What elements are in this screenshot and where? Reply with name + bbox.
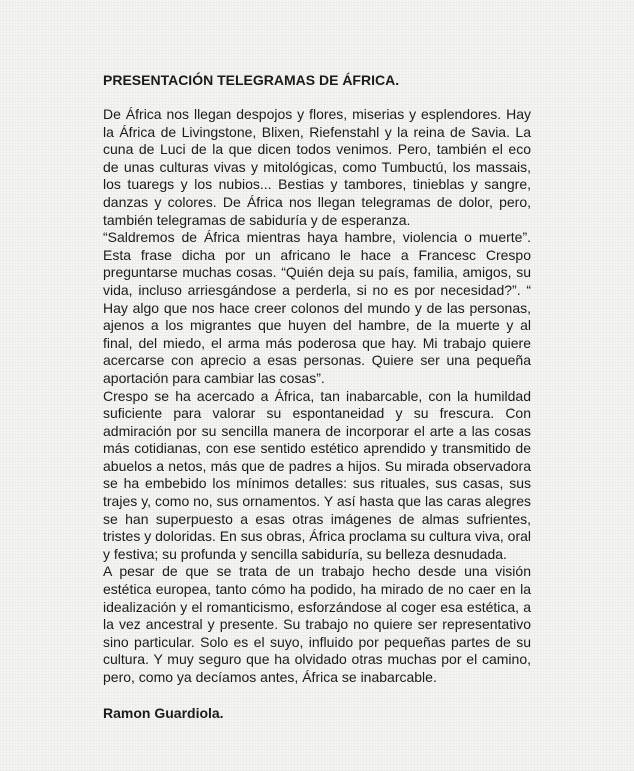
paragraph-quote: “Saldremos de África mientras haya hambre, violencia o muerte”. Esta frase dicha por un africano le hace a Francesc Crespo preguntarse muchas cosas. “Quién deja su país, familia, amigos, su vida, incluso arriesgándose a perderla, si no es por necesidad?”. “ Hay algo que nos hace creer colonos del mundo y de las personas, ajenos a los migrantes que huyen del hambre, de la muerte y al final, del miedo, el arma más poderosa que hay. Mi trabajo quiere acercarse con aprecio a esas personas. Quiere ser una pequeña aportación para cambiar las cosas”. xyxy=(103,229,531,386)
document-content xyxy=(103,72,531,722)
document-body xyxy=(103,106,531,687)
paragraph-vision: A pesar de que se trata de un trabajo hecho desde una visión estética europea, tanto cómo ha podido, ha mirado de no caer en la idealización y el romanticismo, esforzándose al coger esa estética, a la vez ancestral y presente. Su trabajo no quiere ser representativo sino particular. Solo es el suyo, influido por pequeñas partes de su cultura. Y muy seguro que ha olvidado otras muchas por el camino, pero, como ya decíamos antes, África se inabarcable. xyxy=(103,563,531,685)
paragraph-intro: De África nos llegan despojos y flores, miserias y esplendores. Hay la África de Livingstone, Blixen, Riefenstahl y la reina de Savia. La cuna de Luci de la que dicen todos venimos. Pero, también el eco de unas culturas vivas y mitológicas, como Tumbuctú, los massais, los tuaregs y los nubios... Bestias y tambores, tinieblas y sangre, danzas y colores. De África nos llegan telegramas de dolor, pero, también telegramas de sabiduría y de esperanza. xyxy=(103,106,531,228)
author-signature: Ramon Guardiola. xyxy=(103,704,224,721)
document-title: PRESENTACIÓN TELEGRAMAS DE ÁFRICA. xyxy=(103,72,400,88)
paragraph-crespo: Crespo se ha acercado a África, tan inabarcable, con la humildad suficiente para valorar su espontaneidad y su frescura. Con admiración por su sencilla manera de incorporar el arte a las cosas más cotidianas, con ese sentido estético aprendido y transmitido de abuelos a netos, más que de padres a hijos. Su mirada observadora se ha embebido los mínimos detalles: sus rituales, sus casas, sus trajes y, como no, sus ornamentos. Y así hasta que las caras alegres se han superpuesto a esas otras imágenes de almas sufrientes, tristes y doloridas. En sus obras, África proclama su cultura viva, oral y festiva; su profunda y sencilla sabiduría, su belleza desnudada. xyxy=(103,387,531,562)
